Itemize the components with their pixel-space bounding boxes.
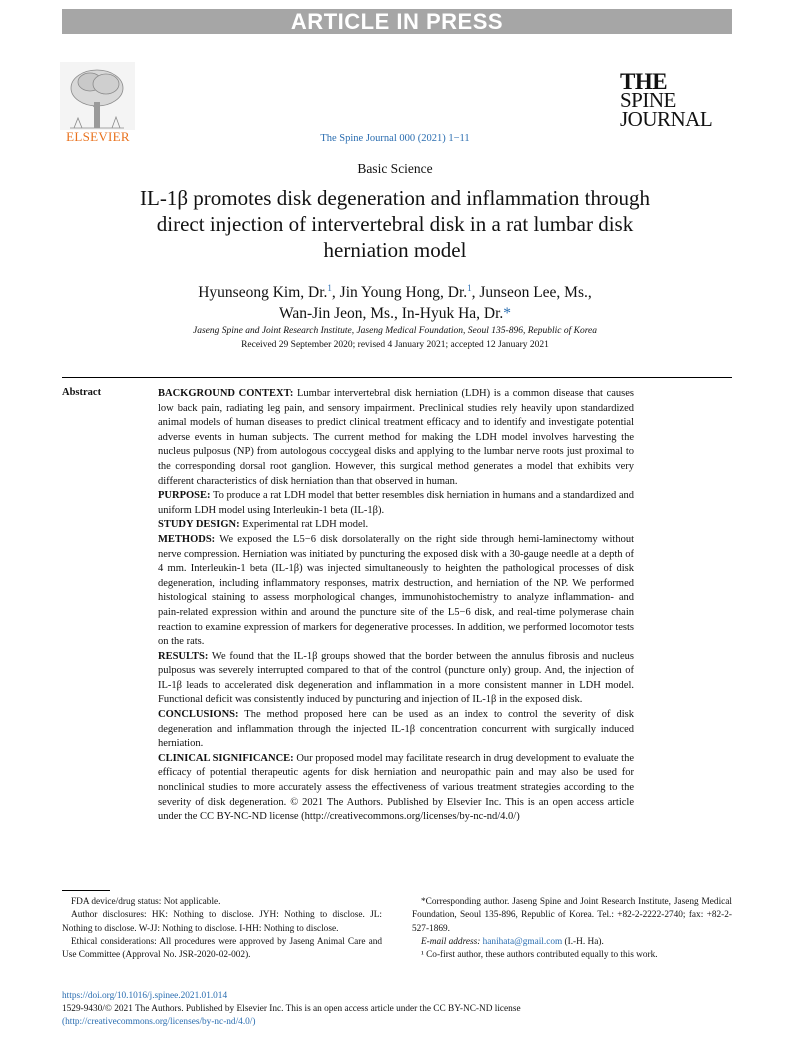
- publisher-name: ELSEVIER: [66, 129, 130, 144]
- affiliation: Jaseng Spine and Joint Research Institute, Jaseng Medical Foundation, Seoul 135-896, Republic of Korea: [192, 326, 598, 336]
- spine-journal-logo: [620, 69, 730, 131]
- author-name: Jin Young Hong, Dr.: [339, 284, 468, 302]
- abstract-paragraph: [158, 752, 634, 825]
- abstract-label: Abstract: [62, 387, 102, 398]
- abstract-text: The method proposed here can be used as an index to control the severity of disk degeneration and inflammation through the injected IL-1β concentration concurrent with surgically induced herniation.: [158, 709, 634, 750]
- abstract-heading: CONCLUSIONS:: [158, 709, 239, 721]
- abstract-paragraph: [158, 518, 634, 533]
- divider: [62, 377, 732, 378]
- abstract-heading: RESULTS:: [158, 650, 209, 662]
- logo-line-2: SPINE: [620, 88, 676, 112]
- abstract-heading: CLINICAL SIGNIFICANCE:: [158, 752, 294, 764]
- abstract-text: Lumbar intervertebral disk herniation (LDH) is a common disease that causes low back pain, radiating leg pain, and sensory impairment. Preclinical studies rely heavily upon standardized animal models of human diseases to predict clinical treatment efficacy and to identify and investigate potential adverse events in human subjects. The current method for making the LDH model involves harvesting the nucleus pulposus (NP) from autologous coccygeal disks and applying to the lumbar nerve roots just proximal to the corresponding dorsal root ganglion. However, this surgical method generates a model that exhibits very different characteristics of disk herniation than that observed in human.: [158, 388, 635, 487]
- author-mark[interactable]: 1: [467, 283, 472, 293]
- logo-line-1: THE: [620, 69, 668, 94]
- logo-line-3: JOURNAL: [620, 107, 713, 131]
- doi-link[interactable]: https://doi.org/10.1016/j.spinee.2021.01.014: [62, 991, 228, 1001]
- email-label: E-mail address:: [421, 936, 481, 947]
- article-in-press-banner: ARTICLE IN PRESS: [62, 9, 732, 34]
- abstract-text: Experimental rat LDH model.: [239, 519, 369, 531]
- email-link[interactable]: hanihata@gmail.com: [482, 936, 563, 947]
- abstract-text: We exposed the L5−6 disk dorsolaterally on the right side through hemi-laminectomy without nerve compression. Herniation was initiated by puncturing the exposed disk with a 30-gauge needle at a depth of 4 mm. Interleukin-1 beta (IL-1β) was injected simultaneously to heighten the pathological processes of disk degeneration, including inflammatory responses, matrix destruction, and herniation of the NP. We performed histological staining to assess morphological changes, immunohistochemistry to analyze inflammation- and pain-related expression within and around the puncture site of the L5−6 disk, and real-time polymerase chain reaction to examine expression of markers for degenerative processes. In addition, we performed locomotor tests on the rats.: [158, 533, 634, 648]
- license-line: 1529-9430/© 2021 The Authors. Published by Elsevier Inc. This is an open access article under the CC BY-NC-ND license: [62, 1003, 521, 1014]
- abstract-paragraph: [158, 650, 634, 708]
- abstract-heading: PURPOSE:: [158, 490, 211, 502]
- abstract-body: [158, 387, 634, 825]
- author-list: Hyunseong Kim, Dr.$^1$, Jin Young Hong, Dr.$^1$, Junseon Lee, Ms., Wan-Jin Jeon, Ms., In-Hyuk Ha, Dr.*: [198, 283, 592, 323]
- footnote: FDA device/drug status: Not applicable.: [71, 897, 221, 907]
- abstract-paragraph: [158, 387, 634, 489]
- article-title: IL-1β promotes disk degeneration and inflammation through direct injection of intervertebral disk in a rat lumbar disk herniation model: [140, 186, 650, 262]
- journal-reference[interactable]: The Spine Journal 000 (2021) 1−11: [320, 133, 470, 144]
- bottom-meta: [62, 990, 732, 1028]
- abstract-text: To produce a rat LDH model that better resembles disk herniation in humans and a standardized and uniform LDH model using Interleukin-1 beta (IL-1β).: [158, 490, 634, 516]
- abstract-paragraph: [158, 708, 634, 752]
- section-label: Basic Science: [357, 161, 433, 176]
- abstract-heading: BACKGROUND CONTEXT:: [158, 388, 294, 399]
- received-dates: Received 29 September 2020; revised 4 January 2021; accepted 12 January 2021: [241, 340, 549, 350]
- footnotes-left: [62, 896, 382, 962]
- abstract-text: We found that the IL-1β groups showed that the border between the annulus fibrosis and nucleus pulposus was severely interrupted compared to that of the control (puncture only) group. And, the injection of IL-1β leads to accelerated disk degeneration and inflammation in a more consistent manner in LDH model. Functional deficit was consistently induced by puncturing and injection of IL-1β in the exposed disk.: [158, 650, 634, 706]
- author-name: Hyunseong Kim, Dr.: [198, 284, 328, 302]
- license-url-link[interactable]: (http://creativecommons.org/licenses/by-nc-nd/4.0/): [62, 1016, 256, 1027]
- corresponding-mark[interactable]: *: [503, 305, 512, 323]
- corresponding-author-note: *Corresponding author. Jaseng Spine and Joint Research Institute, Jaseng Medical Foundation, Seoul 135-896, Republic of Korea. Tel.: +82-2-2222-2740; fax: +82-2-527-1869.: [412, 897, 732, 934]
- co-first-author-note: ¹ Co-first author, these authors contributed equally to this work.: [421, 950, 658, 961]
- email-note: E-mail address: hanihata@gmail.com (I.-H. Ha).: [421, 936, 604, 947]
- abstract-paragraph: [158, 489, 634, 518]
- footnotes-right: [412, 896, 732, 962]
- author-name: Junseon Lee, Ms.,: [479, 284, 592, 302]
- abstract-paragraph: [158, 533, 634, 650]
- abstract-heading: METHODS:: [158, 533, 216, 545]
- author-name: Wan-Jin Jeon, Ms., In-Hyuk Ha, Dr.: [278, 305, 504, 323]
- footnote-divider: [62, 890, 110, 891]
- footnote: Author disclosures: HK: Nothing to disclose. JYH: Nothing to disclose. JL: Nothing to disclose. W-JJ: Nothing to disclose. I-HH: Nothing to disclose.: [62, 910, 382, 934]
- footnote: Ethical considerations: All procedures were approved by Jaseng Animal Care and Use Committee (Approval No. JSR-2020-02-002).: [62, 936, 382, 961]
- author-mark[interactable]: 1: [327, 283, 332, 293]
- abstract-text: Our proposed model may facilitate research in drug development to evaluate the efficacy of potential therapeutic agents for disk herniation and neuropathic pain and may also be used for nonclinical studies to more accurately assess the effectiveness of various treatment strategies according to the severity of disk degeneration. © 2021 The Authors. Published by Elsevier Inc. This is an open access article under the CC BY-NC-ND license (http://creativecommons.org/licenses/by-nc-nd/4.0/): [158, 752, 634, 823]
- abstract-heading: STUDY DESIGN:: [158, 519, 240, 531]
